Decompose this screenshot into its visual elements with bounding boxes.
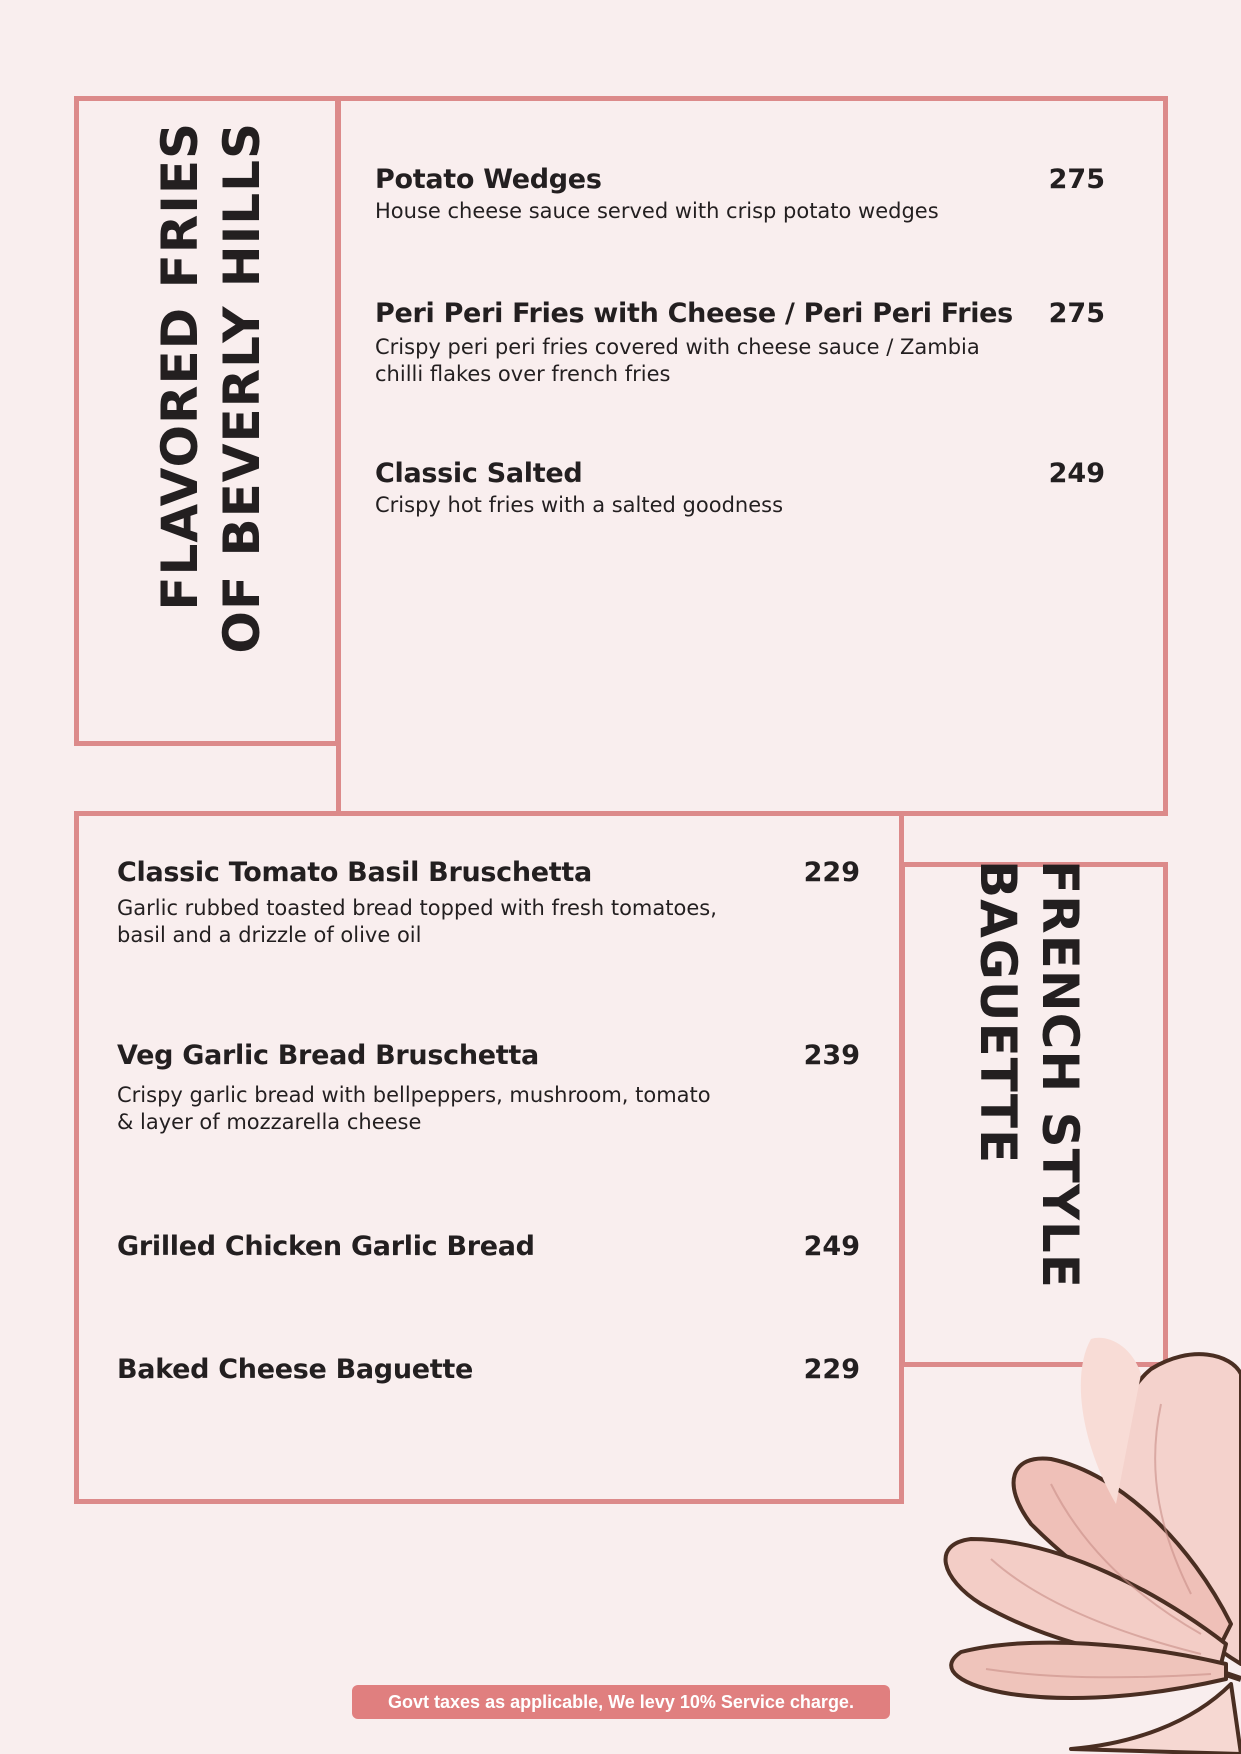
fries-title-line2: OF BEVERLY HILLS: [213, 122, 271, 654]
item-name: Baked Cheese Baguette: [117, 1354, 473, 1385]
magnolia-flower-icon: [891, 1334, 1241, 1754]
item-description: Crispy hot fries with a salted goodness: [375, 493, 784, 517]
menu-item-tomato-basil-bruschetta: [117, 857, 737, 957]
item-name: Grilled Chicken Garlic Bread: [117, 1231, 535, 1262]
item-price: 229: [803, 857, 860, 888]
item-name: Potato Wedges: [375, 164, 602, 195]
item-description: Crispy garlic bread with bellpeppers, mushroom, tomato & layer of mozzarella cheese: [117, 1083, 711, 1134]
menu-item-peri-peri-fries: [375, 298, 1095, 398]
menu-item-veg-garlic-bread-bruschetta: [117, 1040, 737, 1140]
fries-section-title: [149, 122, 273, 722]
menu-item-potato-wedges: [375, 164, 1095, 244]
item-price: 249: [1048, 458, 1105, 489]
baguette-title-line2: BAGUETTE: [969, 860, 1027, 1165]
item-price: 275: [1048, 298, 1105, 329]
item-price: 249: [803, 1231, 860, 1262]
item-description: Crispy peri peri fries covered with cheese sauce / Zambia chilli flakes over french fries: [375, 335, 980, 386]
item-name: Veg Garlic Bread Bruschetta: [117, 1040, 539, 1071]
fries-title-line1: FLAVORED FRIES: [151, 122, 209, 611]
item-name: Classic Tomato Basil Bruschetta: [117, 857, 592, 888]
menu-item-grilled-chicken-garlic-bread: [117, 1231, 737, 1271]
menu-item-baked-cheese-baguette: [117, 1354, 737, 1394]
item-description: Garlic rubbed toasted bread topped with fresh tomatoes, basil and a drizzle of olive oil: [117, 896, 717, 947]
item-description: House cheese sauce served with crisp potato wedges: [375, 199, 939, 223]
item-price: 239: [803, 1040, 860, 1071]
baguette-title-line1: FRENCH STYLE: [1031, 860, 1089, 1289]
item-price: 275: [1048, 164, 1105, 195]
footer-service-charge-note: Govt taxes as applicable, We levy 10% Service charge.: [352, 1685, 890, 1719]
baguette-section-title: [967, 860, 1091, 1380]
item-name: Classic Salted: [375, 458, 583, 489]
menu-item-classic-salted: [375, 458, 1095, 538]
item-price: 229: [803, 1354, 860, 1385]
item-name: Peri Peri Fries with Cheese / Peri Peri Fries: [375, 298, 1013, 329]
